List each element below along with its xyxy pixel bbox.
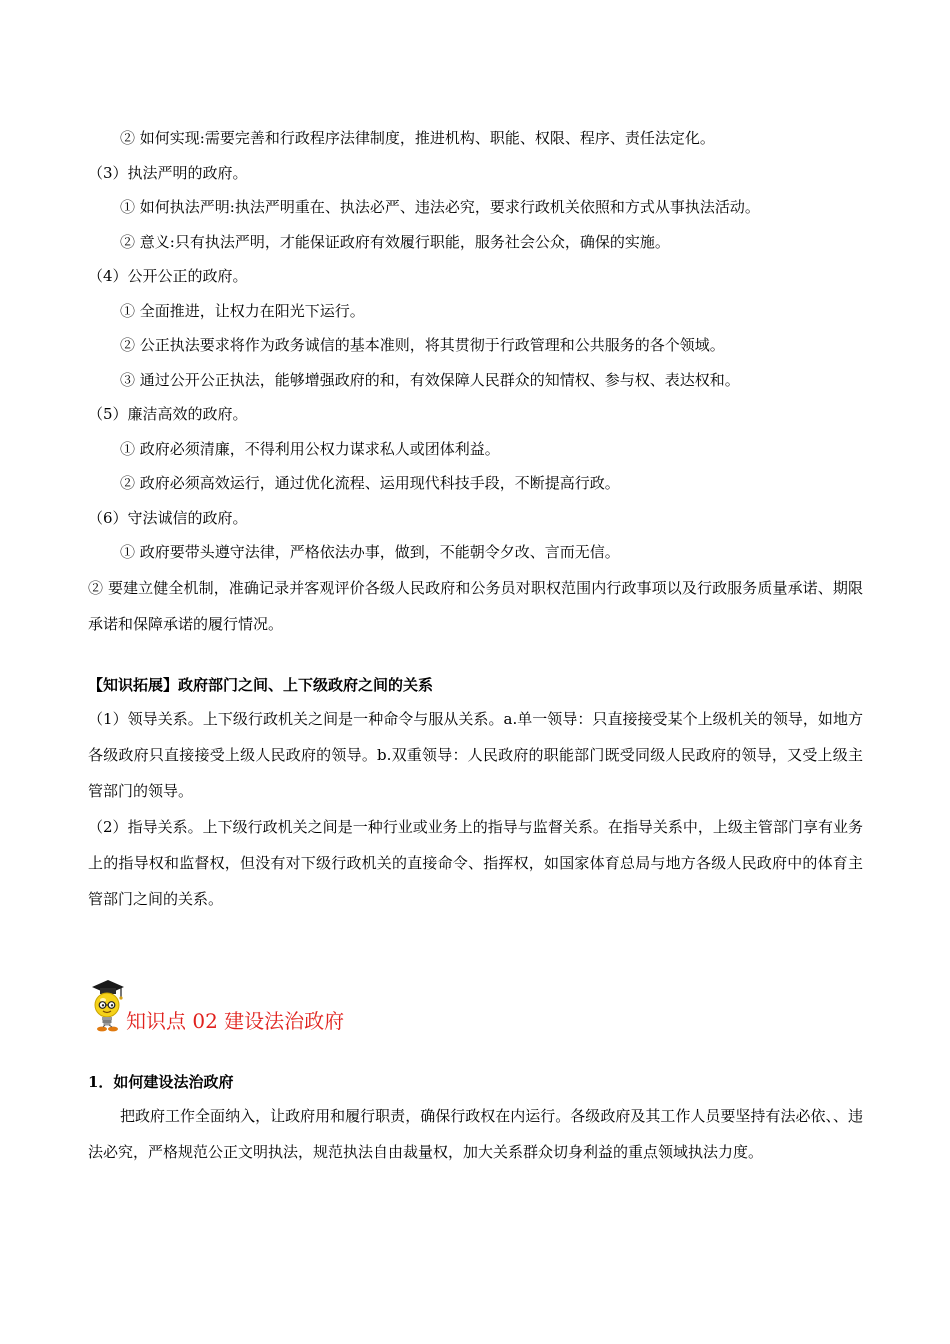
text-line: ② 公正执法要求将作为政务诚信的基本准则，将其贯彻于行政管理和公共服务的各个领域。 — [120, 336, 725, 354]
text-line: ① 政府要带头遵守法律，严格依法办事，做到，不能朝令夕改、言而无信。 — [120, 543, 620, 561]
text-line: ① 如何执法严明:执法严明重在、执法必严、违法必究，要求行政机关依照和方式从事执法活动。 — [120, 198, 760, 216]
knowledge-point-header — [88, 975, 863, 1039]
text-paragraph: ② 要建立健全机制，准确记录并客观评价各级人民政府和公务员对职权范围内行政事项以及行政服务质量承诺、期限承诺和保障承诺的履行情况。 — [88, 578, 863, 633]
text-paragraph: 把政府工作全面纳入，让政府用和履行职责，确保行政权在内运行。各级政府及其工作人员要坚持有法必依、、违法必究，严格规范公正文明执法，规范执法自由裁量权，加大关系群众切身利益的重点领域执法力度。 — [88, 1107, 863, 1161]
section-item-heading: （3）执法严明的政府。 — [88, 163, 248, 182]
extension-heading: 【知识拓展】政府部门之间、上下级政府之间的关系 — [88, 675, 434, 694]
text-line: ② 如何实现:需要完善和行政程序法律制度，推进机构、职能、权限、程序、责任法定化。 — [120, 129, 715, 147]
extension-paragraph-guidance: （2）指导关系。上下级行政机关之间是一种行业或业务上的指导与监督关系。在指导关系中，上级主管部门享有业务上的指导权和监督权，但没有对下级行政机关的直接命令、指挥权，如国家体育总局与地方各级人民政府中的体育主管部门之间的关系。 — [88, 817, 863, 908]
text-line: ① 政府必须清廉，不得利用公权力谋求私人或团体利益。 — [120, 439, 500, 458]
scholar-bulb-icon — [88, 977, 126, 1033]
text-line: ① 全面推进，让权力在阳光下运行。 — [120, 301, 365, 320]
extension-paragraph-leadership: （1）领导关系。上下级行政机关之间是一种命令与服从关系。a.单一领导：只直接接受某个上级机关的领导，如地方各级政府只直接接受上级人民政府的领导。b.双重领导：人民政府的职能部门既受同级人民政府的领导，又受上级主管部门的领导。 — [88, 709, 863, 800]
section-item-heading: （4）公开公正的政府。 — [88, 267, 248, 285]
text-line: ② 政府必须高效运行，通过优化流程、运用现代科技手段，不断提高行政。 — [120, 474, 620, 492]
sub-heading: 1．如何建设法治政府 — [88, 1073, 234, 1091]
document-body — [88, 121, 863, 917]
section-item-heading: （5）廉洁高效的政府。 — [88, 405, 248, 423]
text-line: ③ 通过公开公正执法，能够增强政府的和，有效保障人民群众的知情权、参与权、表达权和。 — [120, 370, 740, 389]
knowledge-point-title: 知识点 02 建设法治政府 — [126, 1009, 345, 1033]
section-build-rule-of-law-government — [88, 1068, 863, 1170]
section-item-heading: （6）守法诚信的政府。 — [88, 508, 248, 527]
text-line: ② 意义:只有执法严明，才能保证政府有效履行职能，服务社会公众，确保的实施。 — [120, 232, 670, 251]
